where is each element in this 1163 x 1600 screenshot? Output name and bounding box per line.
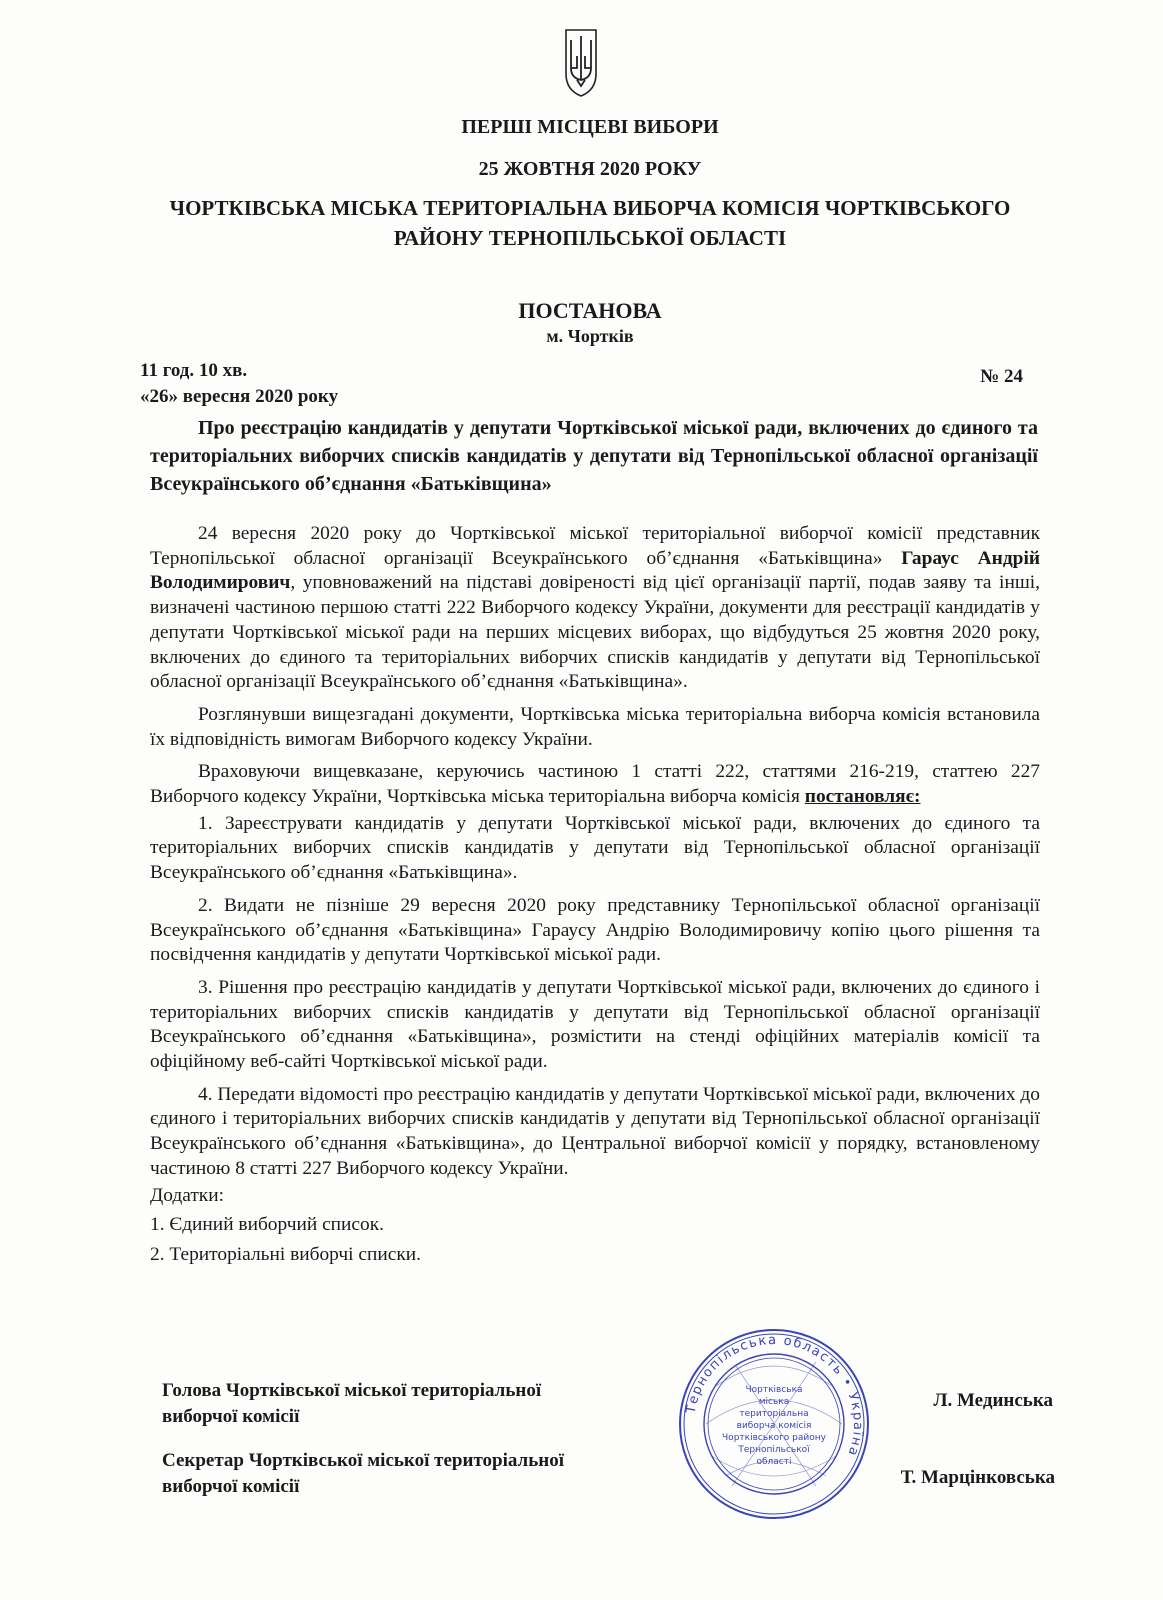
stamp-line-6: Тернопільської — [738, 1445, 810, 1455]
paragraph-1 — [150, 522, 1040, 695]
secretary-title-line2: виборчої комісії — [162, 1476, 300, 1497]
document-datetime — [140, 358, 338, 410]
document-number: № 24 — [980, 366, 1023, 387]
decision-keyword: постановляє: — [804, 786, 921, 808]
election-date: 25 ЖОВТНЯ 2020 РОКУ — [478, 158, 702, 180]
document-type: ПОСТАНОВА — [518, 298, 662, 323]
secretary-name: Т. Марцінковська — [900, 1467, 1055, 1488]
decision-item-2: 2. Видати не пізніше 29 вересня 2020 року представнику Тернопільської обласної організації Всеукраїнського об’єднання «Батьківщина» Гараусу Андрію Володимировичу копію цього рішення та посвідчення кандидатів у депутати Чортківської міської ради. — [150, 894, 1040, 966]
stamp-line-7: області — [756, 1457, 792, 1467]
document-city: м. Чортків — [546, 326, 634, 346]
document-body — [150, 522, 1040, 1273]
stamp-line-3: територіальна — [739, 1409, 809, 1419]
election-title: ПЕРШІ МІСЦЕВІ ВИБОРИ — [461, 116, 719, 138]
paragraph-1-end: , уповноважений на підставі довіреності від цієї організації партії, подав заяву та інші, визначені частиною першою статті 222 Виборчого кодексу України, документи для реєстрації кандидатів у депутати Чортківської міської ради на перших місцевих виборах, що відбудуться 25 жовтня 2020 року, включених до єдиного та територіальних виборчих списків кандидатів у депутати від Тернопільської обласної організації Всеукраїнського об’єднання «Батьківщина». — [150, 572, 1040, 693]
head-signature-title — [162, 1378, 541, 1430]
head-title-line2: виборчої комісії — [162, 1406, 300, 1427]
paragraph-3-text: Враховуючи вищевказане, керуючись частиною 1 статті 222, статтями 216-219, статтею 227 Виборчого кодексу України, Чортківська міська територіальна виборча комісія — [150, 761, 1040, 808]
representative-name: Гараус Андрій Володимирович — [150, 547, 1040, 594]
paragraph-2: Розглянувши вищезгадані документи, Чортківська міська територіальна виборча комісія встановила їх відповідність вимогам Виборчого кодексу України. — [150, 703, 1040, 750]
decision-item-1: 1. Зареєструвати кандидатів у депутати Чортківської міської ради, включених до єдиного та територіальних виборчих списків кандидатів у депутати від Тернопільської обласної організації Всеукраїнського об’єднання «Батьківщина». — [150, 812, 1040, 884]
attachment-item-1: 1. Єдиний виборчий список. — [150, 1214, 385, 1236]
paragraph-3 — [150, 760, 1040, 809]
stamp-ring-text: Тернопільська область • Україна — [683, 1332, 866, 1459]
commission-name-line1: ЧОРТКІВСЬКА МІСЬКА ТЕРИТОРІАЛЬНА ВИБОРЧА КОМІСІЯ ЧОРТКІВСЬКОГО — [169, 196, 1011, 220]
document-time: 11 год. 10 хв. — [140, 360, 248, 381]
document-date: «26» вересня 2020 року — [140, 386, 339, 407]
stamp-line-4: виборча комісія — [736, 1421, 812, 1431]
trident-emblem-icon — [563, 26, 599, 98]
stamp-line-2: міська — [758, 1397, 790, 1407]
commission-name-line2: РАЙОНУ ТЕРНОПІЛЬСЬКОЇ ОБЛАСТІ — [393, 226, 787, 250]
stamp-line-1: Чортківська — [745, 1385, 803, 1395]
secretary-signature-title — [162, 1448, 564, 1500]
attachment-item-2: 2. Територіальні виборчі списки. — [150, 1243, 421, 1265]
decision-item-3: 3. Рішення про реєстрацію кандидатів у депутати Чортківської міської ради, включених до єдиного і територіальних виборчих списків кандидатів у депутати від Тернопільської обласної організації Всеукраїнського об’єднання «Батьківщина», розмістити на стенді офіційних матеріалів комісії та офіційному веб-сайті Чортківської міської ради. — [150, 976, 1040, 1073]
secretary-title-line1: Секретар Чортківської міської територіальної — [162, 1450, 564, 1471]
commission-name — [140, 193, 1040, 253]
head-name: Л. Мединська — [933, 1390, 1053, 1411]
attachments-label: Додатки: — [150, 1184, 224, 1206]
stamp-line-5: Чортківського району — [722, 1433, 826, 1443]
document-subject: Про реєстрацію кандидатів у депутати Чортківської міської ради, включених до єдиного та територіальних виборчих списків кандидатів у депутати від Тернопільської обласної організації Всеукраїнського об’єднання «Батьківщина» — [150, 417, 1038, 495]
paragraph-1-start: 24 вересня 2020 року до Чортківської міської територіальної виборчої комісії представник Тернопільської обласної організації Всеукраїнського об’єднання «Батьківщина» — [150, 523, 1040, 569]
official-stamp-seal — [676, 1326, 872, 1522]
head-title-line1: Голова Чортківської міської територіальної — [162, 1380, 542, 1401]
decision-item-4: 4. Передати відомості про реєстрацію кандидатів у депутати Чортківської міської ради, включених до єдиного і територіальних виборчих списків кандидатів у депутати від Тернопільської обласної організації Всеукраїнського об’єднання «Батьківщина», до Центральної виборчої комісії у порядку, встановленому частиною 8 статті 227 Виборчого кодексу України. — [150, 1083, 1040, 1179]
